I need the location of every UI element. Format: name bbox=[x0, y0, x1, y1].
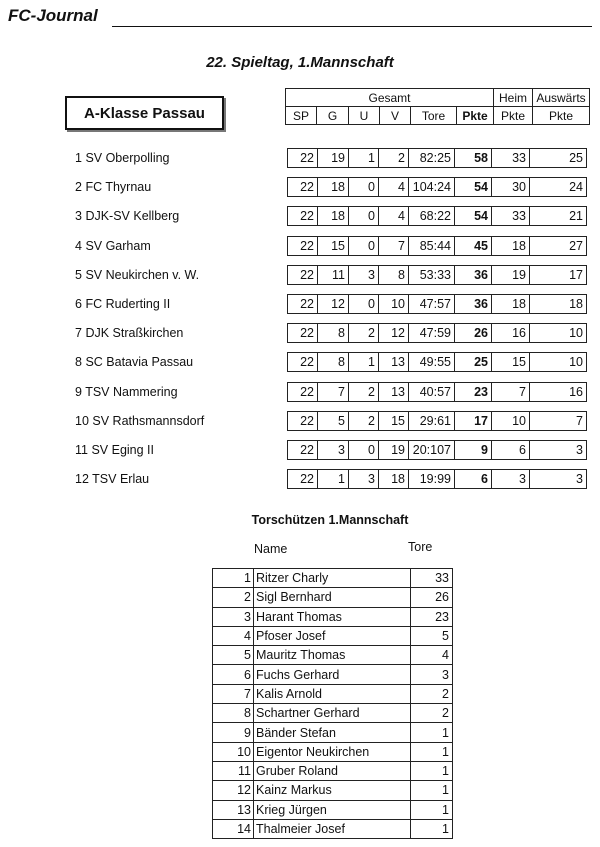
stat-tore: 29:61 bbox=[409, 412, 455, 430]
team-label bbox=[75, 326, 183, 340]
scorer-row bbox=[213, 781, 453, 800]
scorer-rank: 5 bbox=[213, 646, 254, 665]
header-tore: Tore bbox=[411, 107, 457, 125]
page-header bbox=[8, 6, 592, 32]
team-stats bbox=[287, 236, 587, 256]
standings-row bbox=[0, 380, 600, 409]
header-heim: Heim bbox=[494, 89, 533, 107]
scorer-rank: 6 bbox=[213, 665, 254, 684]
scorer-rank: 4 bbox=[213, 626, 254, 645]
scorer-row bbox=[213, 626, 453, 645]
stat-g: 18 bbox=[318, 207, 349, 225]
scorer-name: Bänder Stefan bbox=[254, 723, 411, 742]
stat-u: 1 bbox=[349, 353, 379, 371]
stat-tore: 47:57 bbox=[409, 295, 455, 313]
scorer-rank: 10 bbox=[213, 742, 254, 761]
scorer-rank: 3 bbox=[213, 607, 254, 626]
stat-v: 8 bbox=[379, 266, 409, 284]
scorer-rank: 8 bbox=[213, 704, 254, 723]
scorer-row bbox=[213, 569, 453, 588]
journal-title: FC-Journal bbox=[8, 6, 98, 25]
scorer-name: Sigl Bernhard bbox=[254, 588, 411, 607]
team-label bbox=[75, 268, 199, 282]
stat-u: 2 bbox=[349, 383, 379, 401]
team-label bbox=[75, 239, 151, 253]
stat-v: 2 bbox=[379, 149, 409, 167]
stat-u: 1 bbox=[349, 149, 379, 167]
stat-v: 10 bbox=[379, 295, 409, 313]
scorer-row bbox=[213, 665, 453, 684]
standings-list bbox=[0, 146, 600, 496]
scorer-goals: 1 bbox=[411, 781, 453, 800]
stat-pkte: 58 bbox=[455, 149, 492, 167]
standings-header bbox=[285, 88, 590, 125]
stat-v: 13 bbox=[379, 353, 409, 371]
standings-row bbox=[0, 292, 600, 321]
stat-v: 12 bbox=[379, 324, 409, 342]
team-name: DJK-SV Kellberg bbox=[85, 209, 180, 224]
stat-g: 12 bbox=[318, 295, 349, 313]
team-rank: 4 bbox=[75, 238, 82, 253]
scorer-row bbox=[213, 800, 453, 819]
team-label bbox=[75, 385, 178, 399]
stat-g: 8 bbox=[318, 324, 349, 342]
standings-row bbox=[0, 234, 600, 263]
stat-pkte: 26 bbox=[455, 324, 492, 342]
standings-row bbox=[0, 175, 600, 204]
stat-u: 2 bbox=[349, 324, 379, 342]
team-label bbox=[75, 297, 170, 311]
stat-sp: 22 bbox=[288, 353, 318, 371]
scorer-row bbox=[213, 684, 453, 703]
stat-sp: 22 bbox=[288, 266, 318, 284]
stat-g: 11 bbox=[318, 266, 349, 284]
header-heim-pkte: Pkte bbox=[494, 107, 533, 125]
stat-g: 19 bbox=[318, 149, 349, 167]
stat-sp: 22 bbox=[288, 383, 318, 401]
scorer-goals: 5 bbox=[411, 626, 453, 645]
scorer-goals: 3 bbox=[411, 665, 453, 684]
stat-ausw: 7 bbox=[576, 413, 583, 428]
stat-tore: 85:44 bbox=[409, 237, 455, 255]
team-rank: 1 bbox=[75, 151, 82, 165]
header-gesamt: Gesamt bbox=[286, 89, 494, 107]
stat-g: 18 bbox=[318, 178, 349, 196]
stat-tore: 20:107 bbox=[409, 441, 455, 459]
scorers-title: Torschützen 1.Mannschaft bbox=[251, 513, 409, 527]
stat-pkte: 25 bbox=[455, 353, 492, 371]
stat-ausw: 16 bbox=[569, 384, 583, 399]
stat-v: 4 bbox=[379, 178, 409, 196]
stat-heim: 7 bbox=[492, 383, 530, 401]
stat-v: 18 bbox=[379, 470, 409, 488]
team-name: TSV Nammering bbox=[85, 384, 178, 399]
stat-sp: 22 bbox=[288, 412, 318, 430]
stat-g: 5 bbox=[318, 412, 349, 430]
stat-pkte: 23 bbox=[455, 383, 492, 401]
team-label bbox=[75, 472, 149, 486]
stat-pkte: 54 bbox=[455, 207, 492, 225]
scorer-rank: 11 bbox=[213, 761, 254, 780]
stat-tore: 82:25 bbox=[409, 149, 455, 167]
team-label bbox=[75, 355, 193, 369]
stat-u: 0 bbox=[349, 207, 379, 225]
header-rule bbox=[112, 26, 592, 27]
team-name: TSV Erlau bbox=[92, 472, 150, 487]
team-name: SC Batavia Passau bbox=[85, 355, 194, 370]
stat-ausw: 10 bbox=[569, 326, 583, 341]
scorer-name: Ritzer Charly bbox=[254, 569, 411, 588]
stat-g: 7 bbox=[318, 383, 349, 401]
stat-pkte: 17 bbox=[455, 412, 492, 430]
stat-heim: 18 bbox=[492, 295, 530, 313]
scorer-row bbox=[213, 704, 453, 723]
team-stats bbox=[287, 323, 587, 343]
team-label bbox=[75, 209, 179, 223]
scorer-goals: 1 bbox=[411, 742, 453, 761]
scorer-goals: 1 bbox=[411, 723, 453, 742]
stat-pkte: 36 bbox=[455, 266, 492, 284]
team-rank: 7 bbox=[75, 326, 82, 341]
scorer-name: Eigentor Neukirchen bbox=[254, 742, 411, 761]
stat-g: 3 bbox=[318, 441, 349, 459]
scorer-rank: 13 bbox=[213, 800, 254, 819]
stat-sp: 22 bbox=[288, 441, 318, 459]
team-name: SV Eging II bbox=[91, 442, 155, 457]
stat-heim: 30 bbox=[492, 178, 530, 196]
stat-heim: 33 bbox=[492, 207, 530, 225]
stat-pkte: 9 bbox=[455, 441, 492, 459]
stat-sp: 22 bbox=[288, 178, 318, 196]
team-rank: 3 bbox=[75, 209, 82, 224]
scorer-row bbox=[213, 607, 453, 626]
stat-u: 3 bbox=[349, 266, 379, 284]
stat-sp: 22 bbox=[288, 237, 318, 255]
scorer-row bbox=[213, 588, 453, 607]
header-pkte: Pkte bbox=[457, 107, 494, 125]
stat-heim: 18 bbox=[492, 237, 530, 255]
team-name: SV Neukirchen v. W. bbox=[85, 267, 200, 282]
scorer-name: Krieg Jürgen bbox=[254, 800, 411, 819]
team-rank: 11 bbox=[75, 442, 88, 457]
stat-ausw: 27 bbox=[569, 238, 583, 253]
stat-v: 15 bbox=[379, 412, 409, 430]
stat-u: 2 bbox=[349, 412, 379, 430]
scorer-rank: 1 bbox=[213, 569, 254, 588]
scorer-row bbox=[213, 761, 453, 780]
scorers-col-name: Name bbox=[254, 542, 288, 556]
stat-sp: 22 bbox=[288, 295, 318, 313]
stat-tore: 53:33 bbox=[409, 266, 455, 284]
team-name: FC Thyrnau bbox=[85, 180, 152, 195]
stat-pkte: 36 bbox=[455, 295, 492, 313]
scorer-name: Harant Thomas bbox=[254, 607, 411, 626]
league-name-box bbox=[65, 96, 224, 130]
team-name: FC Ruderting II bbox=[85, 296, 171, 311]
team-rank: 6 bbox=[75, 296, 82, 311]
stat-v: 19 bbox=[379, 441, 409, 459]
stat-heim: 19 bbox=[492, 266, 530, 284]
team-stats bbox=[287, 411, 587, 431]
stat-tore: 68:22 bbox=[409, 207, 455, 225]
stat-heim: 6 bbox=[492, 441, 530, 459]
stat-u: 0 bbox=[349, 441, 379, 459]
scorers-table bbox=[212, 568, 453, 839]
league-name: A-Klasse Passau bbox=[84, 104, 205, 122]
scorer-goals: 26 bbox=[411, 588, 453, 607]
stat-tore: 104:24 bbox=[409, 178, 455, 196]
scorer-rank: 7 bbox=[213, 684, 254, 703]
team-name: SV Garham bbox=[85, 238, 151, 253]
stat-tore: 47:59 bbox=[409, 324, 455, 342]
stat-ausw: 3 bbox=[576, 472, 583, 487]
stat-g: 8 bbox=[318, 353, 349, 371]
standings-row bbox=[0, 263, 600, 292]
stat-sp: 22 bbox=[288, 470, 318, 488]
scorer-name: Fuchs Gerhard bbox=[254, 665, 411, 684]
stat-pkte: 54 bbox=[455, 178, 492, 196]
team-stats bbox=[287, 382, 587, 402]
team-stats bbox=[287, 469, 587, 489]
stat-u: 0 bbox=[349, 178, 379, 196]
scorer-goals: 23 bbox=[411, 607, 453, 626]
team-rank: 2 bbox=[75, 180, 82, 195]
team-stats bbox=[287, 206, 587, 226]
standings-row bbox=[0, 146, 600, 175]
team-stats bbox=[287, 148, 587, 168]
scorer-name: Schartner Gerhard bbox=[254, 704, 411, 723]
team-name: SV Rathsmannsdorf bbox=[92, 413, 205, 428]
stat-tore: 19:99 bbox=[409, 470, 455, 488]
team-label bbox=[75, 414, 204, 428]
stat-u: 0 bbox=[349, 295, 379, 313]
scorer-row bbox=[213, 646, 453, 665]
scorer-name: Gruber Roland bbox=[254, 761, 411, 780]
scorer-goals: 33 bbox=[411, 569, 453, 588]
scorer-name: Thalmeier Josef bbox=[254, 819, 411, 838]
scorers-col-goals: Tore bbox=[408, 540, 433, 554]
stat-u: 3 bbox=[349, 470, 379, 488]
stat-heim: 10 bbox=[492, 412, 530, 430]
stat-heim: 15 bbox=[492, 353, 530, 371]
team-name: SV Oberpolling bbox=[85, 151, 170, 165]
stat-u: 0 bbox=[349, 237, 379, 255]
team-name: DJK Straßkirchen bbox=[85, 326, 184, 341]
team-stats bbox=[287, 440, 587, 460]
stat-ausw: 3 bbox=[576, 442, 583, 457]
standings-row bbox=[0, 438, 600, 467]
scorer-name: Kalis Arnold bbox=[254, 684, 411, 703]
team-rank: 8 bbox=[75, 355, 82, 370]
stat-g: 15 bbox=[318, 237, 349, 255]
stat-sp: 22 bbox=[288, 149, 318, 167]
stat-ausw: 18 bbox=[569, 296, 583, 311]
scorer-rank: 2 bbox=[213, 588, 254, 607]
team-rank: 12 bbox=[75, 472, 89, 487]
standings-row bbox=[0, 409, 600, 438]
header-sp: SP bbox=[286, 107, 317, 125]
scorer-row bbox=[213, 742, 453, 761]
header-g: G bbox=[317, 107, 349, 125]
team-rank: 9 bbox=[75, 384, 82, 399]
stat-pkte: 45 bbox=[455, 237, 492, 255]
scorer-name: Pfoser Josef bbox=[254, 626, 411, 645]
matchday-title: 22. Spieltag, 1.Mannschaft bbox=[206, 54, 394, 71]
header-u: U bbox=[349, 107, 380, 125]
team-stats bbox=[287, 177, 587, 197]
scorer-row bbox=[213, 819, 453, 838]
team-stats bbox=[287, 265, 587, 285]
header-v: V bbox=[380, 107, 411, 125]
team-stats bbox=[287, 352, 587, 372]
scorer-rank: 9 bbox=[213, 723, 254, 742]
stat-ausw: 24 bbox=[569, 180, 583, 195]
scorer-goals: 2 bbox=[411, 684, 453, 703]
scorer-name: Mauritz Thomas bbox=[254, 646, 411, 665]
stat-v: 4 bbox=[379, 207, 409, 225]
stat-heim: 16 bbox=[492, 324, 530, 342]
header-auswaerts-pkte: Pkte bbox=[533, 107, 590, 125]
stat-ausw: 17 bbox=[569, 267, 583, 282]
stat-ausw: 10 bbox=[569, 355, 583, 370]
team-label bbox=[75, 180, 151, 194]
scorer-goals: 1 bbox=[411, 800, 453, 819]
stat-ausw: 21 bbox=[569, 209, 583, 224]
stat-tore: 40:57 bbox=[409, 383, 455, 401]
stat-v: 13 bbox=[379, 383, 409, 401]
scorer-goals: 2 bbox=[411, 704, 453, 723]
stat-heim: 33 bbox=[492, 149, 530, 167]
standings-row bbox=[0, 204, 600, 233]
stat-sp: 22 bbox=[288, 207, 318, 225]
stat-ausw: 25 bbox=[569, 151, 583, 165]
scorer-goals: 4 bbox=[411, 646, 453, 665]
scorer-goals: 1 bbox=[411, 819, 453, 838]
stat-sp: 22 bbox=[288, 324, 318, 342]
scorer-row bbox=[213, 723, 453, 742]
team-stats bbox=[287, 294, 587, 314]
scorer-rank: 14 bbox=[213, 819, 254, 838]
stat-pkte: 6 bbox=[455, 470, 492, 488]
team-label bbox=[75, 443, 154, 457]
scorer-name: Kainz Markus bbox=[254, 781, 411, 800]
stat-tore: 49:55 bbox=[409, 353, 455, 371]
standings-row bbox=[0, 350, 600, 379]
standings-row bbox=[0, 321, 600, 350]
scorer-rank: 12 bbox=[213, 781, 254, 800]
standings-row bbox=[0, 467, 600, 496]
stat-v: 7 bbox=[379, 237, 409, 255]
stat-heim: 3 bbox=[492, 470, 530, 488]
team-rank: 10 bbox=[75, 413, 89, 428]
header-auswaerts: Auswärts bbox=[533, 89, 590, 107]
team-label bbox=[75, 151, 170, 165]
stat-g: 1 bbox=[318, 470, 349, 488]
team-rank: 5 bbox=[75, 267, 82, 282]
scorer-goals: 1 bbox=[411, 761, 453, 780]
